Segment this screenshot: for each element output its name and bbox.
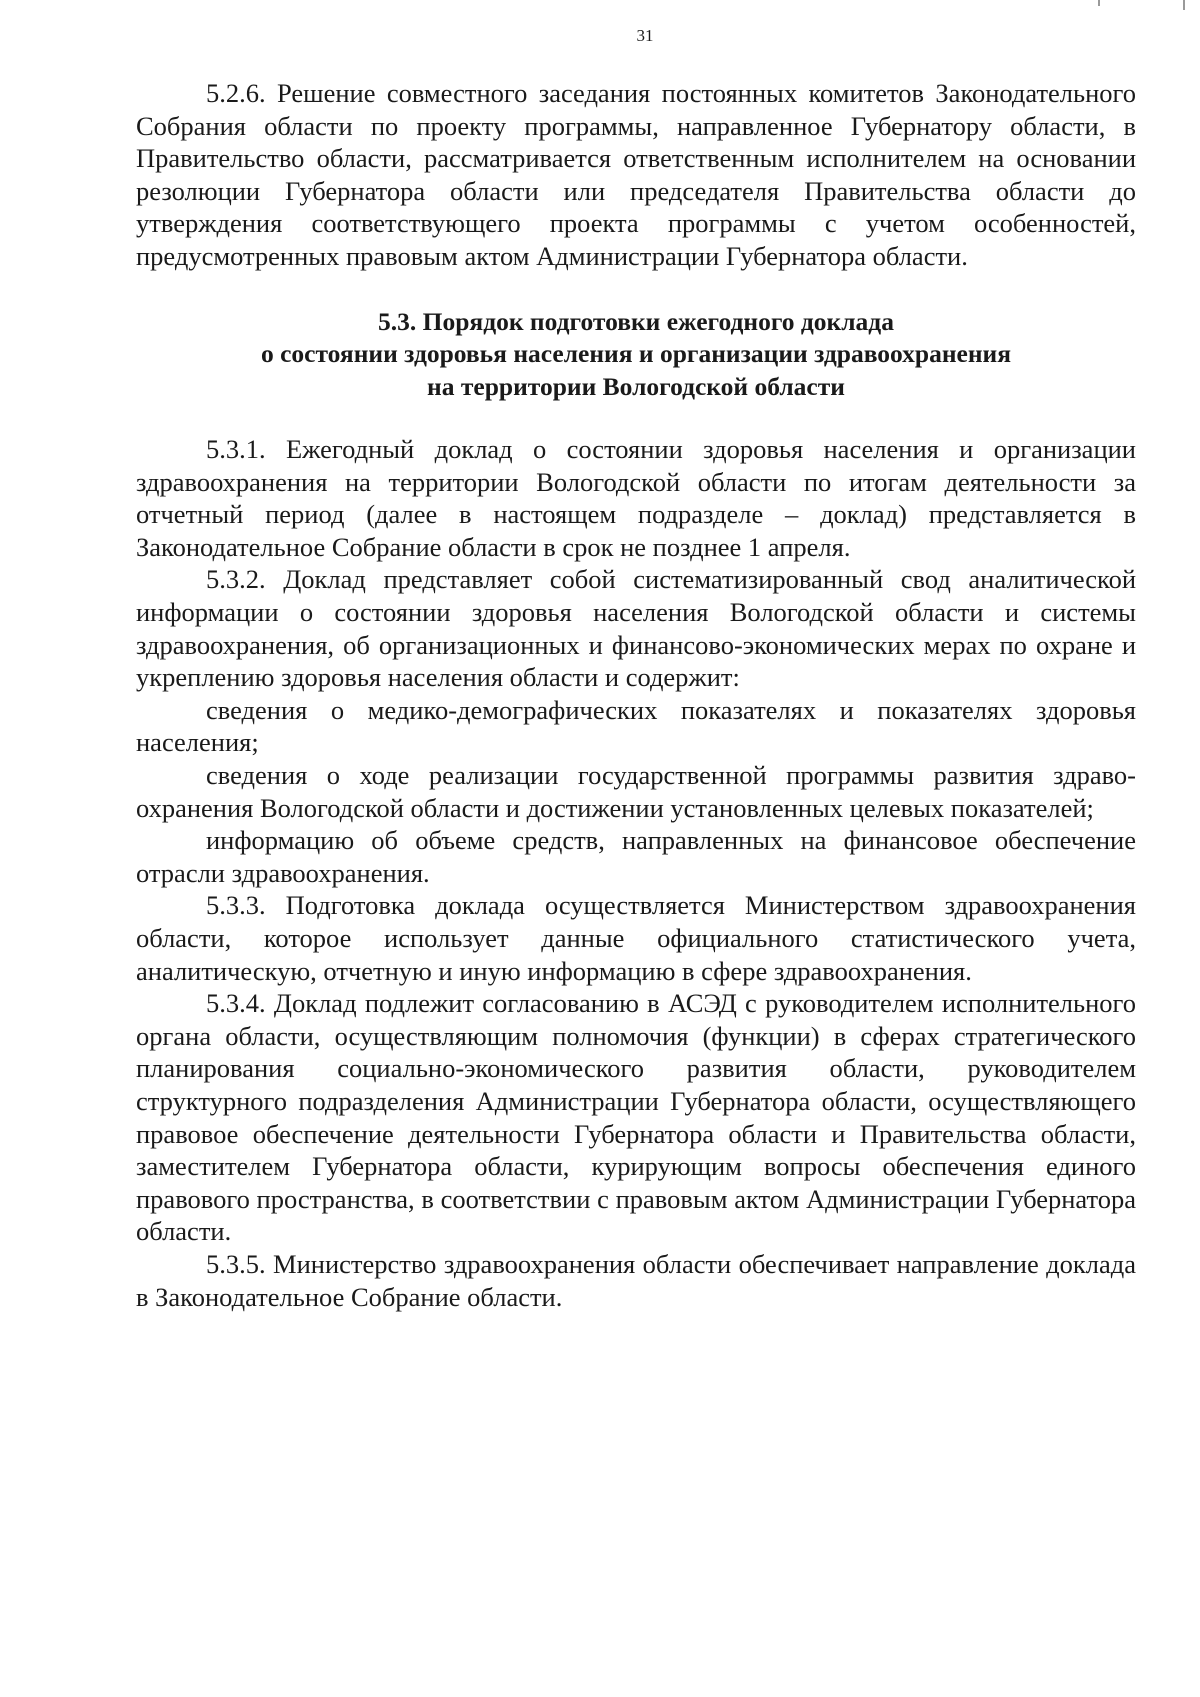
document-body <box>136 77 1136 1313</box>
paragraph-5-3-3: 5.3.3. Подготовка доклада осуществляется Министерством здравоохранения области, которое использует данные официального статистического учета, аналитическую, отчетную и иную информацию в сфере здравоохранения. <box>136 890 1136 986</box>
heading-line: на территории Вологодской области <box>427 371 845 401</box>
paragraph-5-3-4: 5.3.4. Доклад подлежит согласованию в АСЭД с руководителем исполнительного органа области, осуществляющим полномочия (функции) в сферах стратегического планирования социально-экономического развития области, руководителем структурного подразделения Администрации Губернатора области, осуществляющего правовое обеспечение деятельности Губернатора области и Правительства области, заместителем Губернатора области, курирующим вопросы обеспечения единого правового пространства, в соответствии с правовым актом Администрации Губернатора области. <box>136 988 1136 1247</box>
page-number: 31 <box>636 26 654 45</box>
paragraph-5-3-2: 5.3.2. Доклад представляет собой систематизированный свод аналитической информации о состоянии здоровья населения Вологодской области и системы здравоохранения, об организационных и финансово-экономических мерах по охране и укреплению здоровья населения области и содержит: <box>136 564 1136 693</box>
scan-mark <box>1183 0 1185 10</box>
paragraph-5-3-5: 5.3.5. Министерство здравоохранения области обеспечивает направление доклада в Законодательное Собрание области. <box>136 1248 1136 1312</box>
paragraph-list-item: информацию об объеме средств, направленных на финансовое обеспечение отрасли здравоохранения. <box>136 825 1136 888</box>
section-heading-5-3 <box>136 306 1136 404</box>
paragraph-5-2-6: 5.2.6. Решение совместного заседания постоянных комитетов Законодательного Собрания области по проекту программы, направленное Губернатору области, в Правительство области, рассматривается ответственным исполнителем на основании резолюции Губернатора области или председателя Правительства области до утверждения соответствующего проекта программы с учетом особенностей, предусмотренных правовым актом Администрации Губернатора области. <box>136 78 1136 271</box>
paragraph-5-3-1: 5.3.1. Ежегодный доклад о состоянии здоровья населения и организации здравоохранения на территории Вологодской области по итогам деятельности за отчетный период (далее в настоящем подразделе – доклад) представляется в Законодательное Собрание области в срок не позднее 1 апреля. <box>136 434 1136 562</box>
heading-line: о состоянии здоровья населения и организации здравоохранения <box>260 339 1012 369</box>
scan-mark <box>1098 0 1100 6</box>
heading-line: 5.3. Порядок подготовки ежегодного доклада <box>378 306 894 336</box>
paragraph-list-item: сведения о ходе реализации государственной программы развития здравоохранения Вологодской области и достижении установленных целевых показателей; <box>136 760 1136 823</box>
paragraph-list-item: сведения о медико-демографических показателях и показателях здоровья населения; <box>136 694 1136 758</box>
